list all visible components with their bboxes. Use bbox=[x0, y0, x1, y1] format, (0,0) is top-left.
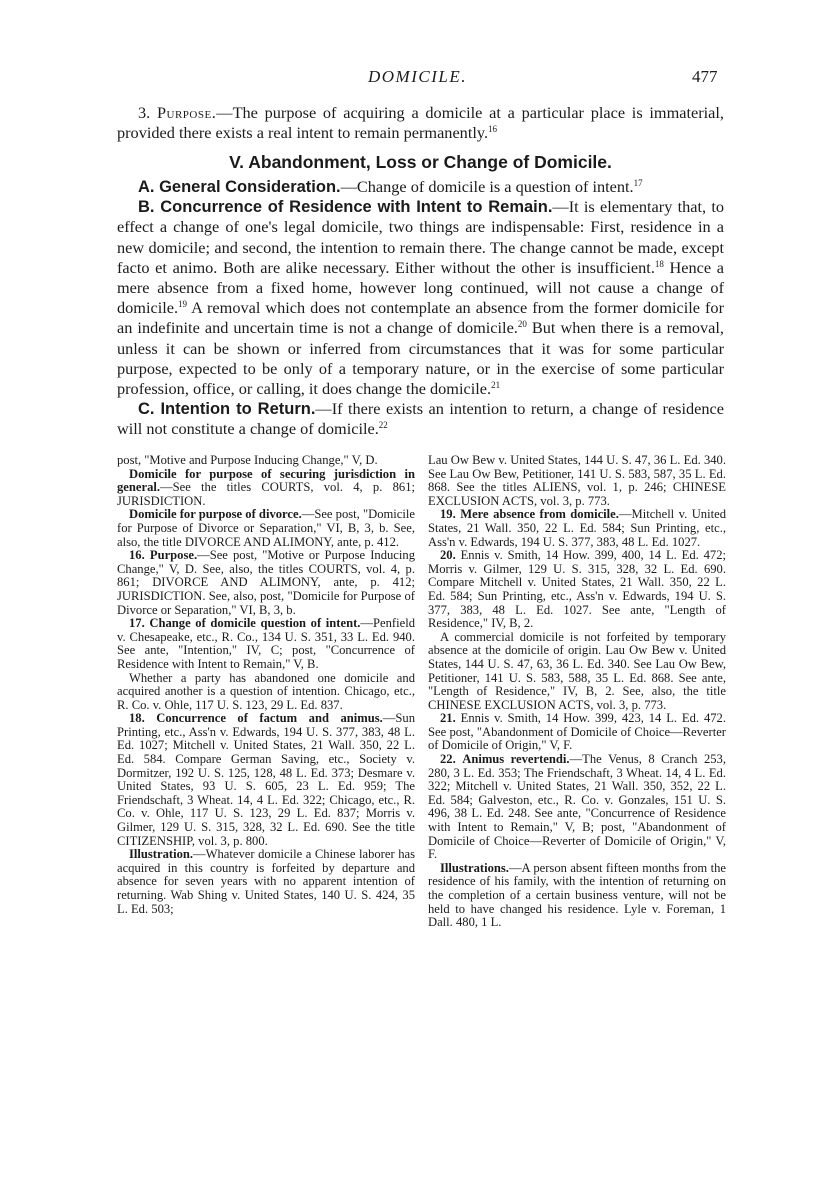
footnotes-left-column bbox=[117, 454, 415, 916]
footnote-17: 17. Change of domicile question of intent.—Penfield v. Chesapeake, etc., R. Co., 134 U. S. 351, 33 L. Ed. 940. See ante, "Intention," IV, C; post, "Concurrence of Residence with Intent to Remain," V, B. bbox=[117, 616, 415, 671]
purpose-paragraph: 3. Purpose.—The purpose of acquiring a domicile at a particular place is immaterial, provided there exists a real intent to remain permanently.$^{16}$ bbox=[117, 103, 725, 143]
para-b: B. Concurrence of Residence with Intent to Remain.—It is elementary that, to effect a change of one's legal domicile, two things are indispensable: First, residence in a new domicile; and second, the intention to remain there. The change cannot be made, except facto et animo. Both are alike necessary. Either without the other is insufficient.$^{18}$ Hence a mere absence from a fixed home, however long continued, will not cause a change of domicile.$^{19}$ A removal which does not contemplate an absence from the former domicile for an indefinite and uncertain time is not a change of domicile.$^{20}$ But when there is a removal, unless it can be shown or inferred from circumstances that it was for some particular purpose, expected to be only of a temporary nature, or in the exercise of some particular profession, office, or calling, it does change the domicile.$^{21}$ bbox=[117, 197, 725, 399]
footnote-20: 20. Ennis v. Smith, 14 How. 399, 400, 14 L. Ed. 472; Morris v. Gilmer, 129 U. S. 315, 328, 32 L. Ed. 690. Compare Mitchell v. United States, 21 Wall. 350, 22 L. Ed. 584; Sun Printing, etc., Ass'n v. Edwards, 194 U. S. 377, 383, 48 L. Ed. 1027. See ante, "Length of Residence," IV, B, 2. bbox=[428, 548, 726, 631]
footnote-jurisdiction: Domicile for purpose of securing jurisdiction in general.—See the titles COURTS, vol. 4, p. 861; JURISDICTION. bbox=[117, 466, 415, 508]
footnote-20-extra: A commercial domicile is not forfeited by temporary absence at the domicile of origin. Lau Ow Bew v. United States, 144 U. S. 47, 63, 36 L. Ed. 340. See Lau Ow Bew, Petitioner, 141 U. S. 583, 588, 35 L. Ed. 868. See ante, "Length of Residence," IV, B, 2. See, also, the title CHINESE EXCLUSION ACTS, vol. 3, p. 773. bbox=[428, 629, 726, 712]
para-c: C. Intention to Return.—If there exists an intention to return, a change of residence will not constitute a change of domicile.$^{22}$ bbox=[117, 399, 724, 439]
para-a: A. General Consideration.—Change of domicile is a question of intent.$^{17}$ bbox=[138, 177, 643, 196]
footnote-17-extra: Whether a party has abandoned one domicile and acquired another is a question of intention. Chicago, etc., R. Co. v. Ohle, 117 U. S. 123, 29 L. Ed. 837. bbox=[117, 670, 415, 712]
main-text bbox=[117, 177, 724, 440]
footnote-16: 16. Purpose.—See post, "Motive or Purpose Inducing Change," V, D. See, also, the titles COURTS, vol. 4, p. 861; DIVORCE AND ALIMONY, ante, p. 412; JURISDICTION. See, also, post, "Domicile for Purpose of Divorce or Separation," VI, B, 3, b. bbox=[117, 548, 415, 617]
footnote-illustrations: Illustrations.—A person absent fifteen months from the residence of his family, with the intention of returning on the completion of a certain business venture, will not be held to have changed his residence. Lyle v. Foreman, 1 Dall. 480, 1 L. bbox=[428, 860, 726, 930]
footnote-ref: 16 bbox=[488, 124, 498, 135]
footnote-ref: 17 bbox=[633, 178, 643, 188]
running-header bbox=[0, 67, 840, 89]
running-title: DOMICILE. bbox=[368, 67, 467, 86]
footnote-divorce: Domicile for purpose of divorce.—See post, "Domicile for Purpose of Divorce or Separation," VI, B, 3, b. See, also, the title DIVORCE AND ALIMONY, ante, p. 412. bbox=[117, 507, 415, 549]
footnote-18: 18. Concurrence of factum and animus.—Sun Printing, etc., Ass'n v. Edwards, 194 U. S. 377, 383, 48 L. Ed. 1027; Mitchell v. United States, 21 Wall. 350, 22 L. Ed. 584. Compare German Saving, etc., Society v. Dormitzer, 192 U. S. 125, 128, 48 L. Ed. 373; Desmare v. United States, 93 U. S. 605, 23 L. Ed. 959; The Friendschaft, 3 Wheat. 14, 4 L. Ed. 322; Chicago, etc., R. Co. v. Ohle, 117 U. S. 123, 29 L. Ed. 837; Morris v. Gilmer, 129 U. S. 315, 328, 32 L. Ed. 690. See the title CITIZENSHIP, vol. 3, p. 800. bbox=[117, 711, 415, 848]
footnotes-right-column bbox=[428, 454, 726, 930]
subheading-a: A. General Consideration. bbox=[138, 178, 341, 196]
footnote-continuation: Lau Ow Bew v. United States, 144 U. S. 47, 36 L. Ed. 340. See Lau Ow Bew, Petitioner, 141 U. S. 583, 587, 35 L. Ed. 868. See the titles ALIENS, vol. 1, p. 246; CHINESE EXCLUSION ACTS, vol. 3, p. 773. bbox=[428, 453, 726, 508]
footnote-19: 19. Mere absence from domicile.—Mitchell v. United States, 21 Wall. 350, 22 L. Ed. 584; Sun Printing, etc., Ass'n v. Edwards, 194 U. S. 377, 383, 48 L. Ed. 1027. bbox=[428, 507, 726, 549]
subheading-b: B. Concurrence of Residence with Intent to Remain. bbox=[138, 198, 553, 217]
footnote-continuation: post, "Motive and Purpose Inducing Change," V, D. bbox=[117, 453, 378, 467]
footnote-21: 21. Ennis v. Smith, 14 How. 399, 423, 14 L. Ed. 472. See post, "Abandonment of Domicile of Choice—Reverter of Domicile of Origin," V, F. bbox=[428, 711, 726, 753]
section-heading: V. Abandonment, Loss or Change of Domicile. bbox=[229, 152, 612, 172]
footnote-22: 22. Animus revertendi.—The Venus, 8 Cranch 253, 280, 3 L. Ed. 353; The Friendschaft, 3 Wheat. 14, 4 L. Ed. 322; Mitchell v. United States, 21 Wall. 350, 352, 22 L. Ed. 584; Galveston, etc., R. Co. v. Gonzales, 151 U. S. 496, 38 L. Ed. 248. See ante, "Concurrence of Residence with Intent to Remain," V, B; post, "Abandonment of Domicile of Choice—Reverter of Domicile of Origin," V, F. bbox=[428, 752, 726, 862]
page-number: 477 bbox=[692, 67, 718, 86]
footnote-illustration: Illustration.—Whatever domicile a Chinese laborer has acquired in this country is forfeited by departure and absence for seven years with no apparent intention of returning. Wab Shing v. United States, 140 U. S. 424, 35 L. Ed. 503; bbox=[117, 847, 415, 916]
subheading-c: C. Intention to Return. bbox=[138, 400, 316, 419]
